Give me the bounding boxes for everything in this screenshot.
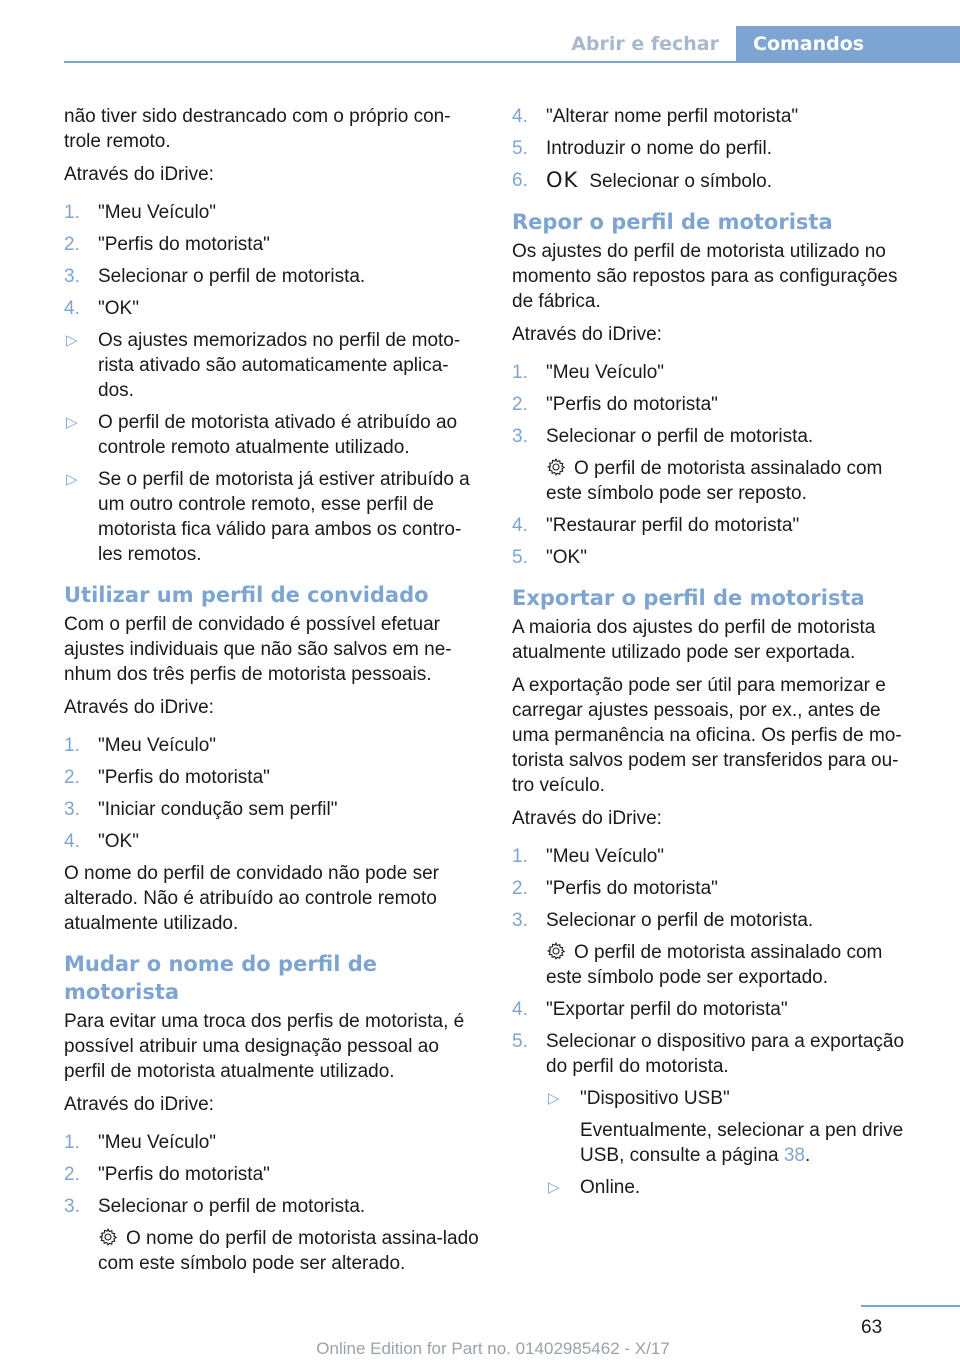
list-item: [64, 797, 484, 822]
step-number: 2.: [512, 394, 528, 415]
step-text: "Alterar nome perfil motorista": [546, 106, 799, 127]
usb-note-end: .: [805, 1145, 811, 1166]
step-number: 1.: [64, 202, 80, 223]
step-number: 3.: [64, 1196, 80, 1217]
usb-note-text: Eventualmente, selecionar a pen drive USB, consulte a página: [580, 1120, 904, 1166]
step-number: 3.: [512, 910, 528, 931]
gear-note-text: O nome do perfil de motorista assina-lado com este símbolo pode ser alterado.: [98, 1228, 479, 1274]
list-item: [512, 513, 920, 538]
footer-rule: [861, 1305, 960, 1307]
step-text: "Meu Veículo": [98, 202, 217, 223]
step-text: Selecionar o perfil de motorista.: [98, 1196, 366, 1217]
heading-reset-profile: Repor o perfil de motorista: [512, 210, 833, 234]
triangle-bullet-icon: ▷: [66, 414, 78, 431]
step-number: 1.: [64, 1132, 80, 1153]
idrive-label: Através do iDrive:: [64, 164, 214, 185]
export-intro-2: A exportação pode ser útil para memorizar e carregar ajustes pessoais, por ex., antes de uma permanência na oficina. Os perfis de mo-torista salvos podem ser transferidos para ou-tro veículo.: [512, 675, 902, 796]
bullet-item: [64, 328, 484, 403]
step-text: "Perfis do motorista": [98, 1164, 270, 1185]
idrive-label: Através do iDrive:: [512, 808, 662, 829]
step-text: "Exportar perfil do motorista": [546, 999, 788, 1020]
list-item: [512, 844, 920, 869]
bullet-text: Online.: [580, 1177, 641, 1198]
rename-intro: Para evitar uma troca dos perfis de motorista, é possível atribuir uma designação pessoal ao perfil de motorista atualmente utilizado.: [64, 1011, 465, 1082]
step-number: 2.: [64, 1164, 80, 1185]
step-number: 5.: [512, 138, 528, 159]
steps-list: [512, 844, 920, 1200]
step-number: 1.: [512, 362, 528, 383]
steps-list: [512, 360, 920, 570]
list-item: [512, 908, 920, 933]
step-number: 1.: [64, 735, 80, 756]
left-column: [64, 104, 484, 1283]
step-text: Selecionar o perfil de motorista.: [546, 910, 814, 931]
step-text: "Restaurar perfil do motorista": [546, 515, 800, 536]
step-number: 1.: [512, 846, 528, 867]
bullet-text: Se o perfil de motorista já estiver atribuído a um outro controle remoto, esse perfil de motorista fica válido para ambos os contro-les remotos.: [98, 469, 470, 565]
step-text: Introduzir o nome do perfil.: [546, 138, 773, 159]
bullet-item: [546, 1175, 920, 1200]
ok-symbol-icon: OK: [546, 168, 579, 192]
step-number: 4.: [512, 515, 528, 536]
bullet-text: O perfil de motorista ativado é atribuído ao controle remoto atualmente utilizado.: [98, 412, 458, 458]
step-text: "Iniciar condução sem perfil": [98, 799, 338, 820]
step-text: "OK": [98, 298, 139, 319]
gear-icon: [546, 457, 566, 477]
step-text: Selecionar o dispositivo para a exportação do perfil do motorista.: [546, 1031, 905, 1077]
right-column: [512, 104, 920, 1207]
list-item: [64, 1130, 484, 1155]
list-item: [512, 392, 920, 417]
step-text: "Perfis do motorista": [546, 394, 718, 415]
steps-list: [64, 200, 484, 567]
list-item: [64, 829, 484, 854]
idrive-label: Através do iDrive:: [64, 697, 214, 718]
step-text: "Perfis do motorista": [546, 878, 718, 899]
step-text: Selecionar o símbolo.: [589, 171, 773, 192]
bullet-text: Os ajustes memorizados no perfil de moto-rista ativado são automaticamente aplica-dos.: [98, 330, 461, 401]
steps-list: [64, 1130, 484, 1276]
list-item: [512, 545, 920, 570]
steps-list: [512, 104, 920, 194]
step-number: 4.: [64, 298, 80, 319]
step-number: 5.: [512, 1031, 528, 1052]
page-number: 63: [861, 1317, 883, 1338]
step-number: 4.: [512, 106, 528, 127]
list-item: [64, 296, 484, 321]
bullet-text: "Dispositivo USB": [580, 1088, 730, 1109]
guest-note: O nome do perfil de convidado não pode ser alterado. Não é atribuído ao controle remoto atualmente utilizado.: [64, 863, 439, 934]
list-item: [512, 424, 920, 449]
bullet-item: [64, 410, 484, 460]
step-text: "OK": [546, 547, 587, 568]
page-link[interactable]: 38: [783, 1145, 805, 1166]
list-item: [512, 360, 920, 385]
idrive-label: Através do iDrive:: [64, 1094, 214, 1115]
list-item: [64, 200, 484, 225]
gear-note-text: O perfil de motorista assinalado com este símbolo pode ser exportado.: [546, 942, 883, 988]
reset-intro: Os ajustes do perfil de motorista utilizado no momento são repostos para as configurações de fábrica.: [512, 241, 898, 312]
step-text: "Meu Veículo": [546, 362, 665, 383]
tab-section[interactable]: Abrir e fechar: [571, 33, 719, 55]
gear-icon: [98, 1227, 118, 1247]
step-number: 2.: [512, 878, 528, 899]
step-text: "Meu Veículo": [98, 735, 217, 756]
step-text: "OK": [98, 831, 139, 852]
step-note: [512, 456, 920, 506]
triangle-bullet-icon: ▷: [66, 332, 78, 349]
gear-note-text: O perfil de motorista assinalado com este símbolo pode ser reposto.: [546, 458, 883, 504]
list-item: [512, 136, 920, 161]
export-intro-1: A maioria dos ajustes do perfil de motorista atualmente utilizado pode ser exportada.: [512, 617, 876, 663]
list-item: [512, 997, 920, 1022]
bullet-item: [546, 1086, 920, 1111]
list-item: [512, 104, 920, 129]
step-text: "Perfis do motorista": [98, 234, 270, 255]
step-number: 3.: [64, 799, 80, 820]
step-text: "Meu Veículo": [98, 1132, 217, 1153]
triangle-bullet-icon: ▷: [548, 1090, 560, 1107]
step-text: Selecionar o perfil de motorista.: [98, 266, 366, 287]
step-number: 3.: [64, 266, 80, 287]
list-item: [64, 765, 484, 790]
list-item: [512, 1029, 920, 1079]
list-item: [64, 232, 484, 257]
step-note: [512, 940, 920, 990]
heading-rename-profile: Mudar o nome do perfil de motorista: [64, 952, 378, 1004]
list-item: [512, 876, 920, 901]
step-number: 5.: [512, 547, 528, 568]
triangle-bullet-icon: ▷: [548, 1179, 560, 1196]
step-number: 2.: [64, 234, 80, 255]
list-item: [64, 733, 484, 758]
idrive-label: Através do iDrive:: [512, 324, 662, 345]
triangle-bullet-icon: ▷: [66, 471, 78, 488]
step-number: 3.: [512, 426, 528, 447]
edition-footer: Online Edition for Part no. 01402985462 - X/17: [316, 1339, 670, 1358]
steps-list: [64, 733, 484, 854]
guest-intro: Com o perfil de convidado é possível efetuar ajustes individuais que não são salvos em ne-nhum dos três perfis de motorista pessoais.: [64, 614, 452, 685]
header-rule: [64, 61, 960, 63]
heading-export-profile: Exportar o perfil de motorista: [512, 586, 865, 610]
tab-chapter[interactable]: Comandos: [736, 26, 960, 62]
list-item: [64, 264, 484, 289]
gear-icon: [546, 941, 566, 961]
usb-note: [512, 1118, 920, 1168]
step-number: 4.: [64, 831, 80, 852]
step-number: 4.: [512, 999, 528, 1020]
list-item: [64, 1162, 484, 1187]
header-tabs: [553, 26, 960, 62]
list-item: [512, 168, 920, 194]
step-text: Selecionar o perfil de motorista.: [546, 426, 814, 447]
step-text: "Perfis do motorista": [98, 767, 270, 788]
step-text: "Meu Veículo": [546, 846, 665, 867]
intro-continuation: não tiver sido destrancado com o próprio con-trole remoto.: [64, 106, 451, 152]
step-note: [64, 1226, 484, 1276]
step-number: 6.: [512, 170, 528, 191]
list-item: [64, 1194, 484, 1219]
step-number: 2.: [64, 767, 80, 788]
bullet-item: [64, 467, 484, 567]
heading-guest-profile: Utilizar um perfil de convidado: [64, 583, 429, 607]
